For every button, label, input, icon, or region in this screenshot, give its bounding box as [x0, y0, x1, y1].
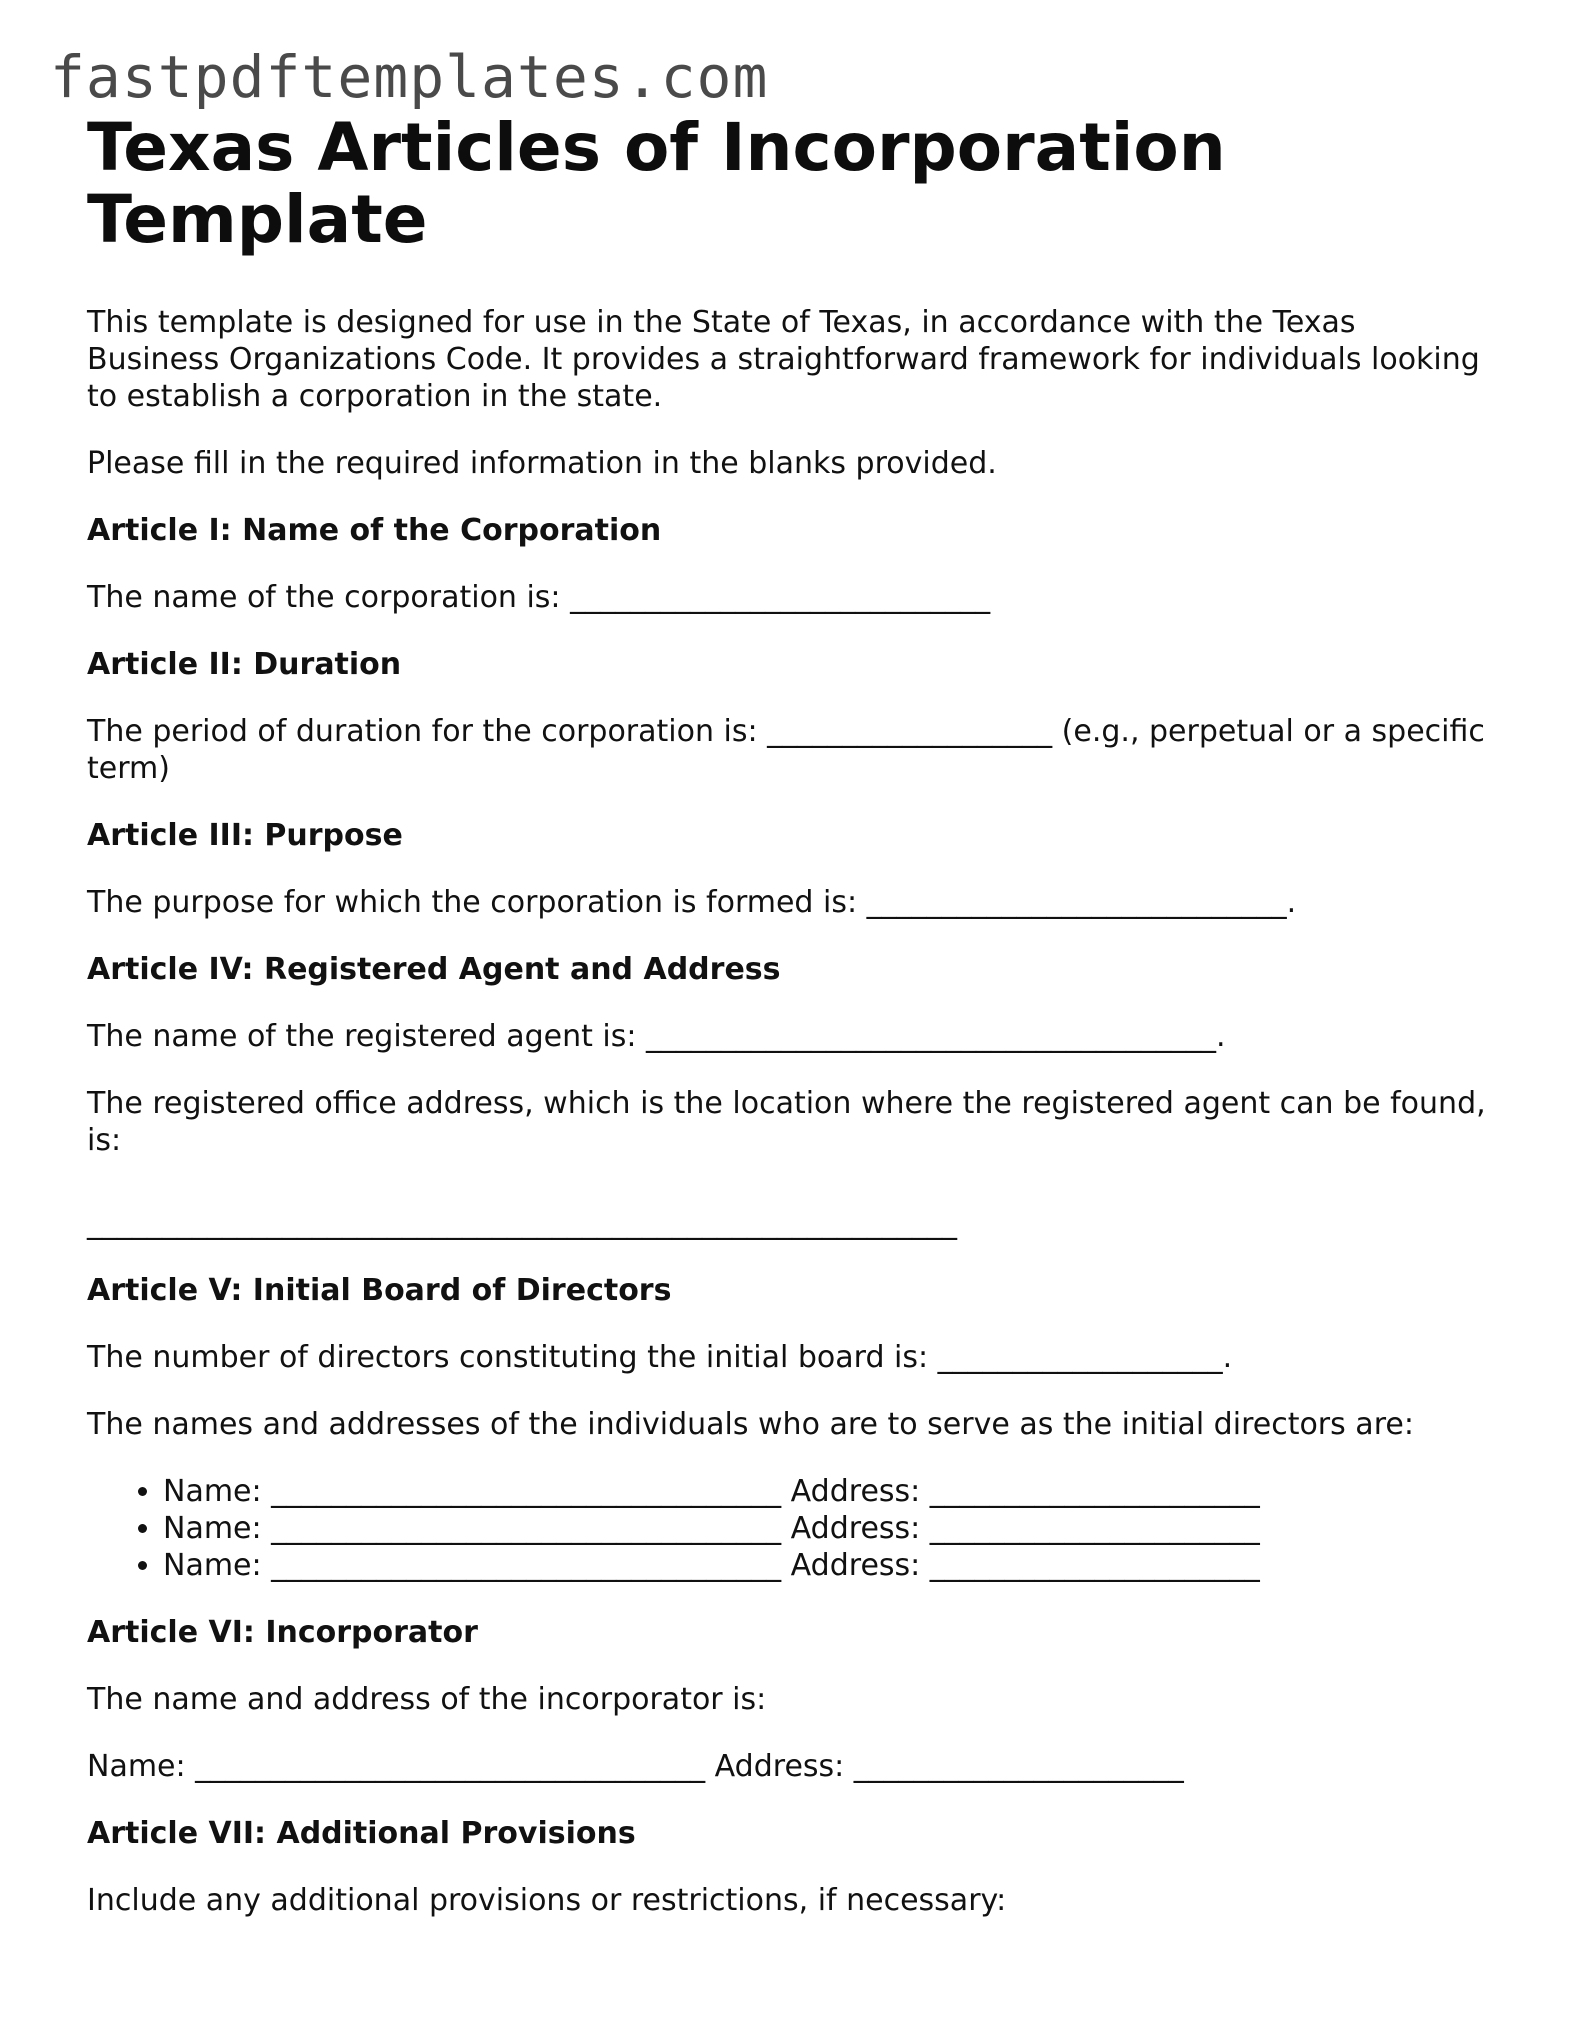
article-4-agent-field: The name of the registered agent is: ______________________________________. [87, 1019, 1226, 1054]
director-entry: • Name: __________________________________ Address: ______________________ [163, 1547, 1487, 1584]
site-watermark: fastpdftemplates.com [50, 43, 769, 111]
document-page [87, 109, 1487, 1919]
director-entry: • Name: __________________________________ Address: ______________________ [163, 1510, 1487, 1547]
page-title: Texas Articles of Incorporation Template [87, 109, 1226, 258]
article-7-text: Include any additional provisions or restrictions, if necessary: [87, 1883, 1007, 1918]
article-7-heading: Article VII: Additional Provisions [87, 1816, 636, 1851]
article-1-name-field: The name of the corporation is: ____________________________ [87, 580, 991, 615]
article-4-address-blank: __________________________________________________________ [87, 1206, 957, 1241]
director-entry: • Name: __________________________________ Address: ______________________ [163, 1473, 1487, 1510]
instruction-paragraph: Please fill in the required information in the blanks provided. [87, 446, 997, 481]
directors-list [87, 1473, 1487, 1584]
article-5-heading: Article V: Initial Board of Directors [87, 1273, 672, 1308]
article-3-purpose-field: The purpose for which the corporation is formed is: ____________________________. [87, 885, 1297, 920]
article-3-heading: Article III: Purpose [87, 818, 403, 853]
article-4-address-text: The registered office address, which is the location where the registered agent can be found, is: [87, 1086, 1486, 1158]
article-5-number-field: The number of directors constituting the initial board is: ___________________. [87, 1340, 1233, 1375]
article-2-heading: Article II: Duration [87, 647, 402, 682]
article-4-heading: Article IV: Registered Agent and Address [87, 952, 781, 987]
article-1-heading: Article I: Name of the Corporation [87, 513, 662, 548]
article-5-names-intro: The names and addresses of the individuals who are to serve as the initial directors are: [87, 1407, 1414, 1442]
intro-paragraph: This template is designed for use in the State of Texas, in accordance with the Texas Business Organizations Code. It provides a straightforward framework for individuals looking to establish a corporation in the state. [87, 305, 1480, 414]
article-6-heading: Article VI: Incorporator [87, 1615, 478, 1650]
article-2-duration-field: The period of duration for the corporation is: ___________________ (e.g., perpetual or a specific term) [87, 714, 1485, 786]
article-6-intro: The name and address of the incorporator is: [87, 1682, 767, 1717]
article-6-incorporator-field: Name: __________________________________ Address: ______________________ [87, 1749, 1184, 1784]
